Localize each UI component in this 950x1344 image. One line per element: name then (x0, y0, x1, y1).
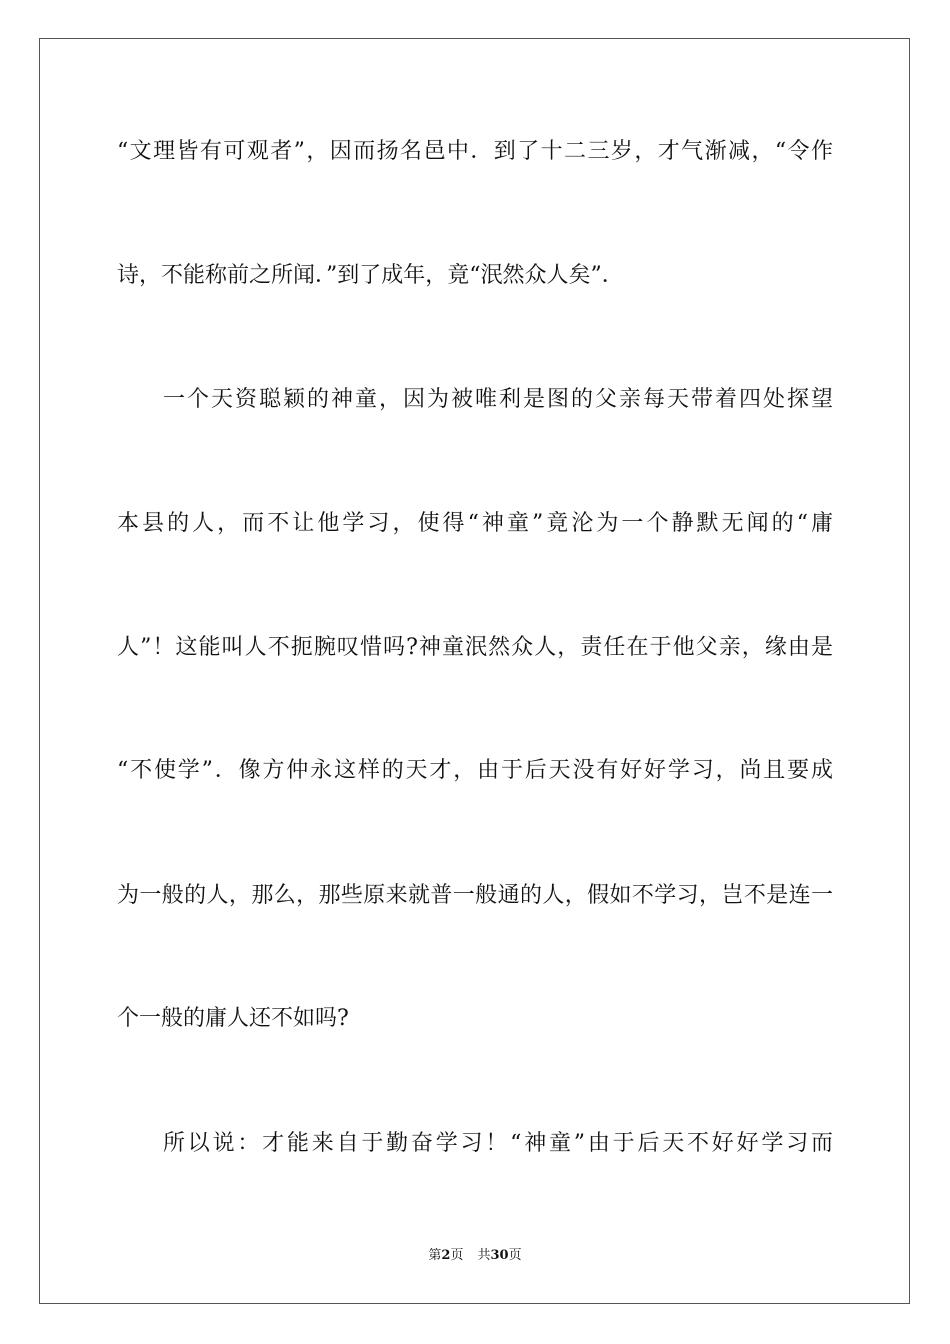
total-pages: 30 (490, 1248, 509, 1263)
text-line-9: 所以说：才能来自于勤奋学习！“神童”由于后天不好好学习而 (163, 1131, 833, 1156)
text-line-3: 一个天资聪颖的神童，因为被唯利是图的父亲每天带着四处探望 (163, 387, 833, 412)
text-line-7: 为一般的人，那么，那些原来就普一般通的人，假如不学习，岂不是连一 (117, 883, 833, 908)
page-suffix: 页 (450, 1248, 464, 1263)
text-line-4: 本县的人，而不让他学习，使得“神童”竟沦为一个静默无闻的“庸 (117, 511, 833, 536)
text-line-8: 个一般的庸人还不如吗? (117, 1006, 349, 1031)
total-suffix: 页 (508, 1248, 522, 1263)
total-prefix: 共 (477, 1248, 491, 1263)
page-border (39, 38, 910, 1304)
page-prefix: 第 (428, 1248, 442, 1263)
page-number: 2 (441, 1248, 451, 1263)
page-footer (0, 1247, 950, 1265)
text-line-6: “不使学”．像方仲永这样的天才，由于后天没有好好学习，尚且要成 (117, 758, 833, 783)
text-line-1: “文理皆有可观者”，因而扬名邑中．到了十二三岁，才气渐减，“令作 (117, 139, 833, 164)
text-line-5: 人”！这能叫人不扼腕叹惜吗?神童泯然众人，责任在于他父亲，缘由是 (117, 635, 833, 660)
text-line-2: 诗，不能称前之所闻．”到了成年，竟“泯然众人矣”． (117, 263, 624, 288)
